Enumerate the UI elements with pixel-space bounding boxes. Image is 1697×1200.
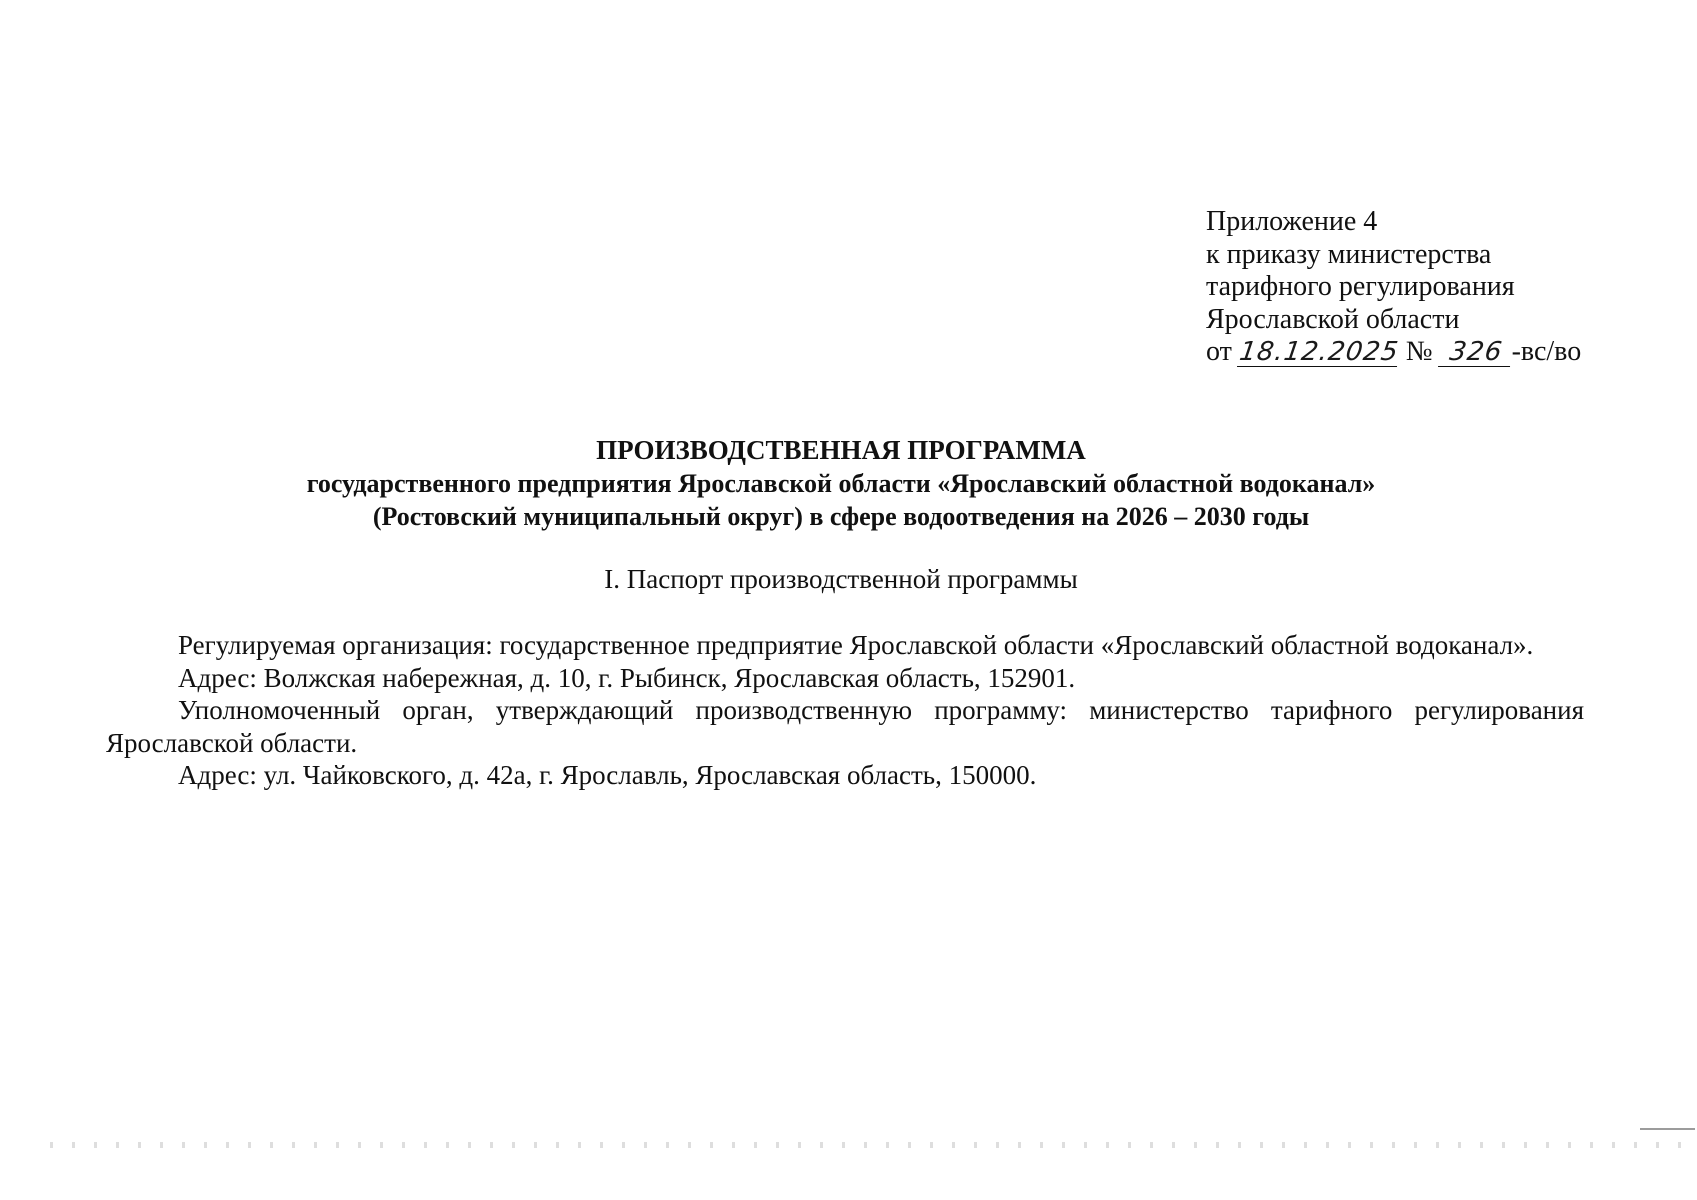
appendix-ministry-line: тарифного регулирования xyxy=(1206,271,1515,302)
organization-address-paragraph: Адрес: Волжская набережная, д. 10, г. Рыбинск, Ярославская область, 152901. xyxy=(178,662,1076,693)
appendix-order-line: к приказу министерства xyxy=(1206,238,1492,270)
handwritten-date: 18.12.2025 xyxy=(1237,337,1401,367)
authorized-body-address-paragraph: Адрес: ул. Чайковского, д. 42а, г. Ярославль, Ярославская область, 150000. xyxy=(178,760,1037,790)
document-subtitle: государственного предприятия Ярославской области «Ярославский областной водоканал» (Ростовский муниципальный округ) в сфере водоотведения на 2026 – 2030 годы xyxy=(306,469,1376,531)
authorized-body-paragraph: Уполномоченный орган, утверждающий производственную программу: министерство тарифного регулирования Ярославской области. xyxy=(106,695,1584,758)
document-body xyxy=(106,629,1584,792)
scan-artifact-line xyxy=(1640,1128,1695,1130)
number-suffix: -вс/во xyxy=(1511,336,1582,367)
appendix-block xyxy=(1206,206,1581,369)
document-title-block xyxy=(100,434,1582,533)
section-heading: I. Паспорт производственной программы xyxy=(604,564,1078,594)
document-title: ПРОИЗВОДСТВЕННАЯ ПРОГРАММА xyxy=(596,435,1086,465)
appendix-date-number-line xyxy=(1206,336,1581,369)
regulated-organization-paragraph: Регулируемая организация: государственное предприятие Ярославской области «Ярославский областной водоканал». xyxy=(178,630,1534,660)
handwritten-number: 326 xyxy=(1438,338,1514,367)
scan-artifact-dots xyxy=(50,1142,1690,1148)
appendix-region-line: Ярославской области xyxy=(1206,303,1460,335)
date-prefix: от xyxy=(1206,336,1232,367)
appendix-title: Приложение 4 xyxy=(1206,206,1378,237)
number-sign: № xyxy=(1405,336,1433,367)
